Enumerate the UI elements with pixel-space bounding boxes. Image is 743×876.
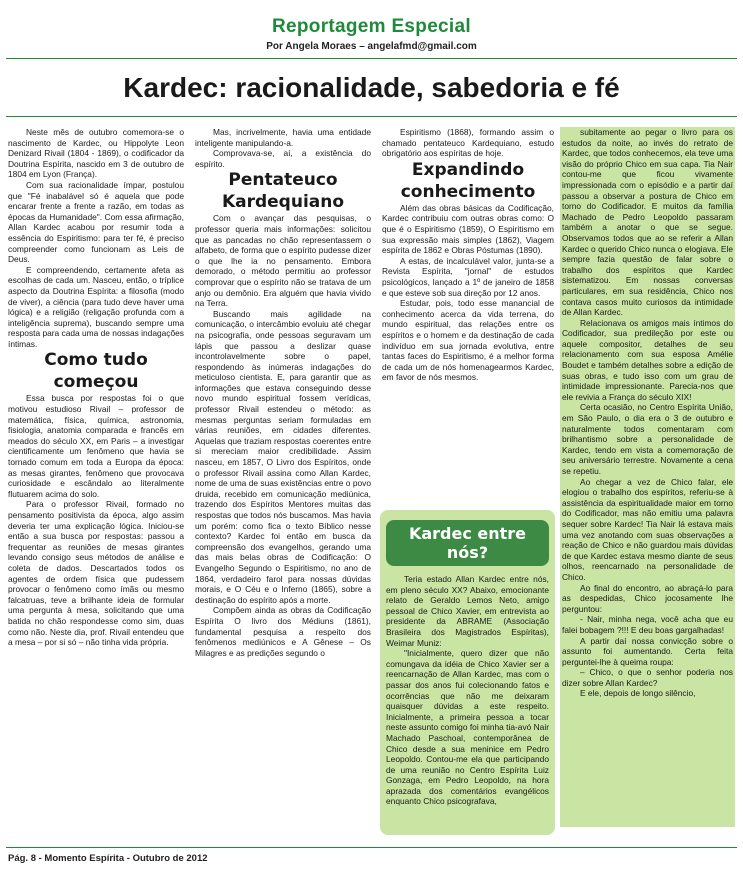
paragraph: Essa busca por respostas foi o que motivou estudioso Rivail – professor de matemática, física, química, astronomia, fisiologia, anatomia comparada e francês em meados do século XX, em Paris – a investigar cientificamente um fenômeno que havia se tornado comum em toda a Europa da época: as mesas girantes, fenômeno que provocava curiosidade e escândalo ao literalmente flutuarem acima do solo.: [8, 393, 184, 499]
box-title: Kardec entre nós?: [386, 520, 549, 566]
paragraph: Com o avançar das pesquisas, o professor queria mais informações: solicitou que as pancadas no chão representassem o alfabeto, de forma que o espírito pudesse dizer o que lhe ia no pensamento. Embora demorado, o método permitiu ao professor comprovar que o espírito não se tratava de um anjo ou demônio. Era alguém que havia vivido na Terra.: [195, 213, 371, 309]
paragraph: Com sua racionalidade ímpar, postulou que "Fé inabalável só é aquela que pode encarar frente a frente a razão, em todas as épocas da Humanidade". Com essa afirmação, Allan Kardec acabou por resumir toda a essência do Espiritismo: para ter fé, é preciso compreender como funcionam as Leis de Deus.: [8, 179, 184, 265]
paragraph: Relacionava os amigos mais íntimos do Codificador, sua predileção por este ou aquele compositor, detalhes de seu relacionamento com sua esposa Amélie Boudet e também detalhes sobre a edição de suas obras, e tudo isso com um grau de intimidade impressionante. Parecia-nos que ele revivia a França do século XIX!: [562, 317, 733, 402]
subheading-expandindo: Expandindo conhecimento: [400, 159, 536, 202]
header-rule: [6, 58, 737, 59]
paragraph: Além das obras básicas da Codificação, Kardec contribuiu com outras obras como: O que é o Espiritismo (1859), O Espiritismo em sua expressão mais simples (1862), Viagem espírita de 1862 e Obras Póstumas (1890).: [382, 202, 554, 256]
paragraph: Ao final do encontro, ao abraçá-lo para as despedidas, Chico jocosamente lhe perguntou:: [562, 582, 733, 614]
paragraph: Buscando mais agilidade na comunicação, o intercâmbio evoluiu até chegar na psicografia, onde pessoas seguravam um lápis que passou a deslizar quase incontrolavelmente sobre o papel, respondendo às inúmeras indagações do meticuloso cientista. E, para garantir que as informações que estava conseguindo desse novo mundo espiritual fossem verídicas, professor Rivail estendeu o método: as mesmas perguntas seriam formuladas em várias reuniões, em cidades diferentes. Aquelas que traziam respostas coerentes entre si mereciam maior credibilidade. Assim nasceu, em 1857, O Livro dos Espíritos, onde o professor Rivail assina como Allan Kardec, nome de uma de suas existências entre o povo druida, recebido em comunicação mediúnica, trazendo dos Espíritos Mentores muitas das respostas que todos nós buscamos. Mas havia um porém: como fica o texto Bíblico nesse contexto? Kardec foi então em busca da compreensão dos evangelhos, gerando uma das mais belas obras de Codificação: O Evangelho Segundo o Espiritismo, no ano de 1864, verdadeiro farol para nossas dúvidas morais, e O Céu e o Inferno (1865), sobre a destinação do espírito após a morte.: [195, 308, 371, 605]
paragraph: "Inicialmente, quero dizer que não comungava da idéia de Chico Xavier ser a reencarnação de Allan Kardec, mas com o passar dos anos fui colecionando fatos e ocorrências que não me deixaram quaisquer dúvidas a este respeito. Inicialmente, a primeira pessoa a tocar neste assunto comigo foi minha tia-avó Nair Machado Paschoal, contemporânea de Chico desde a sua meninice em Pedro Leopoldo. Contou-me ela que participando de uma reunião no Centro Espírita Luiz Gonzaga, em Pedro Leopoldo, na hora aprazada dos comentários evangélicos enquanto Chico psicografava,: [386, 648, 549, 807]
paragraph: Estudar, pois, todo esse manancial de conhecimento acerca da vida terrena, do mundo espiritual, das relações entre os espíritos e o homem e da destinação de cada indivíduo em sua jornada evolutiva, entre tantas faces do Espiritismo, é a melhor forma de cada um de nós homenagearmos Kardec, em favor de nós mesmos.: [382, 298, 554, 383]
paragraph: Compõem ainda as obras da Codificação Espírita O livro dos Médiuns (1861), fundamental pesquisa a respeito dos fenômenos mediúnicos e A Gênese – Os Milagres e as predições segundo o: [195, 605, 371, 658]
paragraph: Comprovava-se, aí, a existência do espírito.: [195, 148, 371, 169]
paragraph: Neste mês de outubro comemora-se o nascimento de Kardec, ou Hippolyte Leon Denizard Rivail (1804 - 1869), o codificador da Doutrina Espírita, nascido em 3 de outubro de 1804 em Lyon (França).: [8, 127, 184, 180]
paragraph: Teria estado Allan Kardec entre nós, em pleno século XX? Abaixo, emocionante relato de Geraldo Lemos Neto, amigo pessoal de Chico Xavier, em entrevista ao presidente da ABRAME (Associação Brasileira dos Magistrados Espíritas), Weimar Muniz:: [386, 574, 549, 648]
page-header: [0, 0, 743, 60]
paragraph: – Chico, o que o senhor poderia nos dizer sobre Allan Kardec?: [562, 667, 733, 688]
sidebar-box: [380, 510, 555, 835]
paragraph: A estas, de incalculável valor, junta-se a Revista Espírita, "jornal" de estudos psicológicos, lançado a 1º de janeiro de 1858 e que esteve sob sua direção por 12 anos.: [382, 255, 554, 298]
paragraph: Ao chegar a vez de Chico falar, ele elogiou o trabalho dos espíritos, referiu-se à assistência da espiritualidade maior em torno do Codificador, mas não emitiu uma palavra sequer sobre Kardec! Tia Nair lá estava mais uma vez anotando com suas observações a reação de Chico e não guardou mais dúvidas de que Kardec estava mesmo diante de seus olhos, reencarnado na personalidade de Chico.: [562, 476, 733, 582]
paragraph: E compreendendo, certamente afeta as escolhas de cada um. Nasceu, então, o tríplice aspecto da Doutrina Espírita: a filosofia (modo de viver), a ciência (para tudo deve haver uma lógica) e a religião (religação profunda com a inteligência suprema), buscando sempre uma resposta para cada uma de nossas indagações íntimas.: [8, 264, 184, 349]
paragraph: Mas, incrivelmente, havia uma entidade inteligente manipulando-a.: [195, 127, 371, 148]
section-title: Reportagem Especial: [272, 16, 471, 37]
paragraph: - Nair, minha nega, você acha que eu falei bobagem ?!!! E deu boas gargalhadas!: [562, 614, 733, 635]
article-headline: Kardec: racionalidade, sabedoria e fé: [123, 72, 620, 103]
column-1: [8, 127, 184, 648]
paragraph: A partir daí nossa convicção sobre o assunto foi aumentando. Certa feita perguntei-lhe à queima roupa:: [562, 635, 733, 667]
headline-rule: [6, 116, 737, 117]
page-footer: Pág. 8 - Momento Espírita - Outubro de 2012: [8, 853, 208, 864]
box-body: [380, 574, 555, 807]
paragraph: Para o professor Rivail, formado no pensamento positivista da época, algo assim deveria ter uma explicação lógica. Iniciou-se então a sua busca por respostas: passou a frequentar as reuniões de mesas girantes levando consigo seus métodos de análise e coleta de dados. Descartados todos os agentes de ordem física que pudessem provocar o fenômeno como ímãs ou mesmo falcatruas, teve a brilhante ideia de formular uma pergunta à mesa, solicitando que uma batida no chão respondesse como sim, duas como não. Neste dia, prof. Rivail entendeu que a mesa – por si só – não tinha vida própria.: [8, 499, 184, 648]
byline: Por Angela Moraes – angelafmd@gmail.com: [266, 41, 477, 52]
column-4-highlight: [560, 127, 735, 827]
subheading-pentateuco: Pentateuco Kardequiano: [221, 170, 345, 213]
paragraph: subitamente ao pegar o livro para os estudos da noite, ao invés do retrato de Kardec, que todos conhecemos, ela teve uma visão do próprio Chico em sua capa. Tia Nair contou-me que ficou vivamente impressionada com o episódio e a partir daí passou a observar a postura de Chico em torno do Codificador. E muitos da família Machado de Pedro Leopoldo passaram também a anotar o que se segue. Observamos todos que ao se referir a Allan Kardec o querido Chico nunca o elogiava. Ele sempre fazia questão de falar sobre o trabalho dos espíritos que Kardec sistematizou. Em nossas conversas particulares, em sua residência, Chico nos contava casos muito curiosos da intimidade de Allan Kardec.: [562, 127, 733, 318]
subheading-como-tudo-comecou: Como tudo começou: [44, 350, 148, 393]
column-2: [195, 127, 371, 658]
paragraph: Espiritismo (1868), formando assim o chamado pentateuco Kardequiano, estudo obrigatório aos espíritas de hoje.: [382, 127, 554, 159]
paragraph: Certa ocasião, no Centro Espírita União, em São Paulo, o dia era o 3 de outubro e naturalmente todos comentaram com brilhantismo sobre a personalidade de Kardec, tendo em vista a comemoração de seu aniversário terrestre. Novamente a cena se repetiu.: [562, 402, 733, 476]
column-3: [382, 127, 554, 383]
paragraph: E ele, depois de longo silêncio,: [580, 688, 696, 699]
footer-rule: [6, 847, 737, 848]
